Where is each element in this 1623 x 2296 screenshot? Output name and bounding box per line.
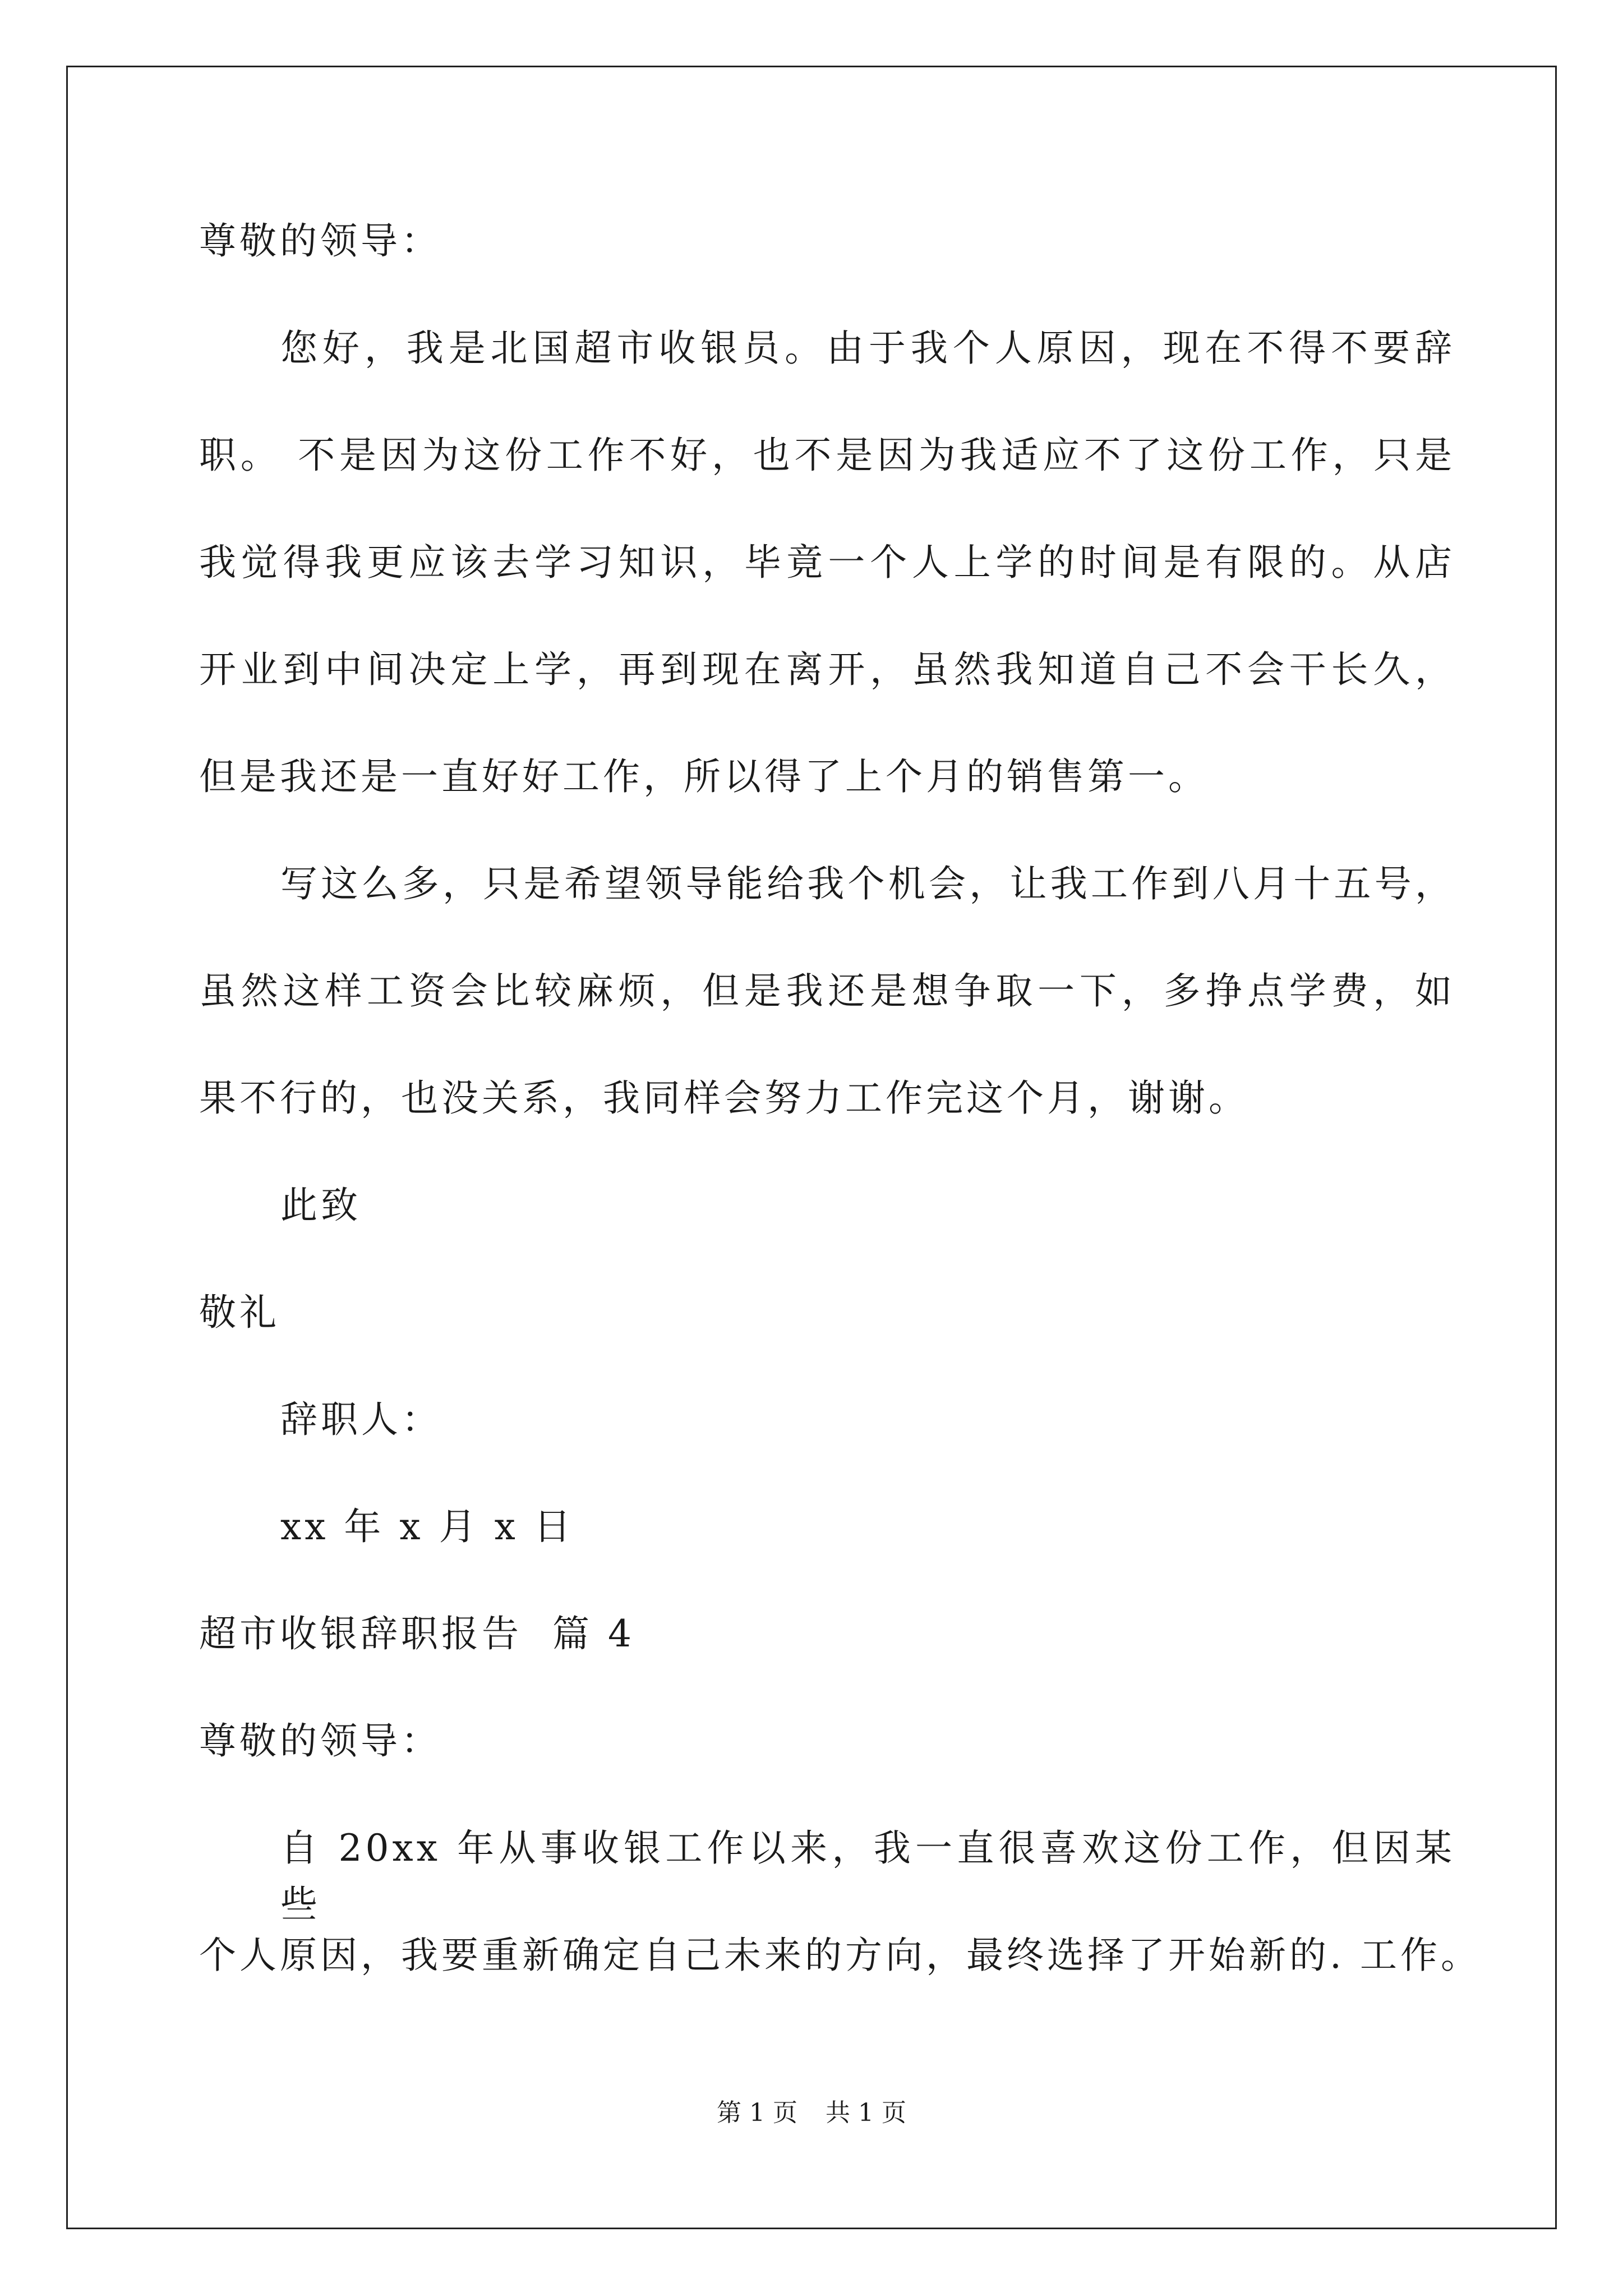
page-number: 第 1 页 xyxy=(717,2099,797,2127)
paragraph-line: 但是我还是一直好好工作，所以得了上个月的销售第一。 xyxy=(199,755,1209,798)
closing-line: 此致 xyxy=(280,1184,361,1227)
section-heading: 超市收银辞职报告 篇 4 xyxy=(199,1612,635,1655)
salutation: 尊敬的领导： xyxy=(199,219,441,263)
paragraph-line: 我觉得我更应该去学习知识，毕竟一个人上学的时间是有限的。从店 xyxy=(199,541,1455,584)
paragraph-line: 虽然这样工资会比较麻烦，但是我还是想争取一下，多挣点学费，如 xyxy=(199,969,1455,1013)
paragraph-line: 职。 不是因为这份工作不好，也不是因为我适应不了这份工作，只是 xyxy=(199,434,1455,477)
paragraph-line: 个人原因，我要重新确定自己未来的方向，最终选择了开始新的. 工作。 xyxy=(199,1934,1481,1977)
paragraph-line: 您好，我是北国超市收银员。由于我个人原因，现在不得不要辞 xyxy=(280,326,1455,370)
signer-label: 辞职人： xyxy=(280,1398,442,1441)
document-body xyxy=(199,213,1481,2035)
paragraph-line: 写这么多，只是希望领导能给我个机会，让我工作到八月十五号， xyxy=(280,862,1455,905)
paragraph-line: 开业到中间决定上学，再到现在离开，虽然我知道自己不会干长久， xyxy=(199,648,1455,691)
page-footer xyxy=(0,2092,1623,2128)
closing-line: 敬礼 xyxy=(199,1291,280,1334)
paragraph-line: 果不行的，也没关系，我同样会努力工作完这个月，谢谢。 xyxy=(199,1076,1249,1120)
date-line: xx 年 x 月 x 日 xyxy=(280,1505,574,1548)
paragraph-line: 自 20xx 年从事收银工作以来，我一直很喜欢这份工作，但因某些 xyxy=(280,1826,1455,1926)
salutation: 尊敬的领导： xyxy=(199,1719,441,1763)
page-total: 共 1 页 xyxy=(826,2099,906,2127)
